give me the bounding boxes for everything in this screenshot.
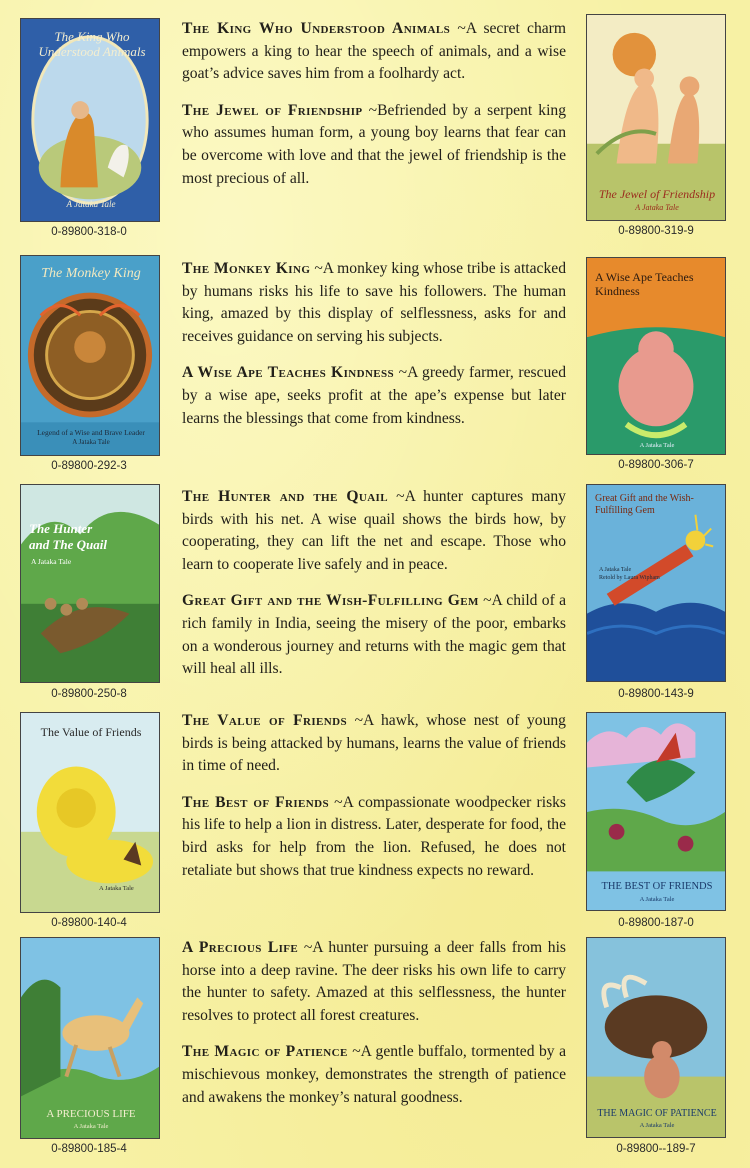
entry <box>182 710 566 778</box>
cover-subtitle: A Jataka Tale <box>73 1123 109 1130</box>
entry-text: ~A compassionate woodpecker risks his life to help a lion in distress. Later, desperate for food, the bird asks for help from the lion. Refused, he does not retaliate but shows that true kindness expects no reward. <box>182 793 566 879</box>
entry <box>182 590 566 680</box>
cover-title: A PRECIOUS LIFE <box>46 1108 136 1120</box>
entry <box>182 362 566 430</box>
cover-illustration <box>21 713 159 912</box>
entry-title: The Magic of Patience <box>182 1043 348 1061</box>
entry-text: ~A hunter pursuing a deer falls from his horse into a deep ravine. The deer risks his own life to carry the hunter to safety. Amazed at this selflessness, the hunter resolves to protect all forest creatures. <box>182 939 566 1024</box>
entry <box>182 486 566 576</box>
entry <box>182 100 566 190</box>
isbn: 0-89800-292-3 <box>51 460 127 472</box>
book-cover-monkey-king[interactable] <box>20 255 160 456</box>
cover-illustration <box>587 485 725 681</box>
isbn: 0-89800--189-7 <box>616 1143 696 1155</box>
isbn: 0-89800-319-9 <box>618 225 694 237</box>
isbn: 0-89800-187-0 <box>618 917 694 929</box>
cover-subtitle: A Jataka Tale <box>635 203 679 212</box>
cover-subtitle: A Jataka Tale <box>639 442 675 449</box>
isbn: 0-89800-140-4 <box>51 917 127 929</box>
cover-title: The Hunter and The Quail <box>29 521 108 552</box>
isbn: 0-89800-250-8 <box>51 688 127 700</box>
cover-title: A Wise Ape Teaches Kindness <box>595 270 694 298</box>
book-cover-hunter-and-quail[interactable] <box>20 484 160 683</box>
cover-title: The Jewel of Friendship <box>598 187 716 201</box>
entry-title: A Precious Life <box>182 939 299 956</box>
entry-text: ~A hawk, whose nest of young birds is being attacked by humans, learns the value of friends in time of need. <box>182 712 566 775</box>
cover-illustration <box>587 938 725 1137</box>
entry-text: ~A secret charm empowers a king to hear the speech of animals, and a wise goat’s advice saves him from a foolhardy act. <box>182 20 567 83</box>
entry-title: The Jewel of Friendship <box>182 101 363 119</box>
cover-illustration <box>587 15 725 220</box>
book-cover-value-of-friends[interactable] <box>20 712 160 913</box>
entry <box>182 1041 566 1109</box>
cover-title: THE MAGIC OF PATIENCE <box>597 1108 717 1119</box>
entry-text: ~A monkey king whose tribe is attacked by humans risks his life to save his followers. The human king, amazed by this display of selflessness, asks for and receives guidance on serving his subjects. <box>182 260 566 345</box>
cover-subtitle: A Jataka Tale <box>599 567 632 573</box>
entry-text: ~Befriended by a serpent king who assumes human form, a young boy learns that fear can be overcome with love and that the jewel of friendship is the most precious of all. <box>182 101 567 187</box>
book-cover-great-gift[interactable] <box>586 484 726 682</box>
entry <box>182 258 566 348</box>
cover-illustration <box>21 19 159 221</box>
entry <box>182 792 566 882</box>
cover-subtitle: A Jataka Tale <box>31 557 72 566</box>
description-block <box>182 258 566 444</box>
isbn: 0-89800-306-7 <box>618 459 694 471</box>
book-cover-magic-of-patience[interactable] <box>586 937 726 1138</box>
cover-illustration <box>21 485 159 682</box>
entry-title: The Best of Friends <box>182 793 329 811</box>
cover-illustration <box>587 713 725 910</box>
cover-subtitle: A Jataka Tale <box>72 438 110 446</box>
description-block <box>182 18 566 204</box>
entry-title: A Wise Ape Teaches Kindness <box>182 364 395 382</box>
cover-subtitle: A Jataka Tale <box>99 885 134 892</box>
book-cover-best-of-friends[interactable] <box>586 712 726 911</box>
entry <box>182 937 566 1027</box>
cover-illustration <box>21 938 159 1138</box>
entry <box>182 18 566 86</box>
entry-title: The Value of Friends <box>182 712 347 729</box>
cover-title: The Monkey King <box>41 266 141 281</box>
cover-title: The King Who Understood Animals <box>38 29 146 59</box>
isbn: 0-89800-143-9 <box>618 688 694 700</box>
cover-subtitle: A Jataka Tale <box>639 896 675 903</box>
entry-text: ~A gentle buffalo, tormented by a mischievous monkey, demonstrates the strength of patience and awakens the monkey’s natural goodness. <box>182 1043 566 1106</box>
cover-title: The Value of Friends <box>40 725 142 739</box>
book-cover-precious-life[interactable] <box>20 937 160 1139</box>
isbn: 0-89800-318-0 <box>51 226 127 238</box>
cover-title: THE BEST OF FRIENDS <box>601 881 713 892</box>
isbn: 0-89800-185-4 <box>51 1143 127 1155</box>
cover-subtitle: Retold by Laura Wipham <box>599 575 660 581</box>
entry-text: ~A greedy farmer, rescued by a wise ape, seeks profit at the ape’s expense but later learns the blessings that come from kindness. <box>182 364 566 427</box>
book-cover-jewel-of-friendship[interactable] <box>586 14 726 221</box>
cover-subtitle: A Jataka Tale <box>639 1122 675 1129</box>
cover-subtitle: Legend of a Wise and Brave Leader <box>37 428 145 437</box>
cover-subtitle: A Jataka Tale <box>66 199 116 209</box>
book-cover-king-who-understood-animals[interactable] <box>20 18 160 222</box>
entry-title: The King Who Understood Animals <box>182 20 451 37</box>
description-block <box>182 937 566 1123</box>
cover-title: Great Gift and the Wish-Fulfilling Gem <box>595 493 694 516</box>
entry-text: ~A child of a rich family in India, seeing the misery of the poor, embarks on a wonderous journey and returns with the magic gem that will heal all ills. <box>182 592 566 678</box>
entry-text: ~A hunter captures many birds with his net. A wise quail shows the birds how, by cooperating, they can lift the net and escape. Those who learn to cooperate live safely and in peace. <box>182 488 566 573</box>
entry-title: Great Gift and the Wish-Fulfilling Gem <box>182 592 479 610</box>
entry-title: The Monkey King <box>182 260 311 277</box>
description-block <box>182 486 566 695</box>
cover-illustration <box>21 256 159 455</box>
cover-illustration <box>587 258 725 454</box>
entry-title: The Hunter and the Quail <box>182 488 388 505</box>
book-cover-wise-ape[interactable] <box>586 257 726 455</box>
description-block <box>182 710 566 896</box>
